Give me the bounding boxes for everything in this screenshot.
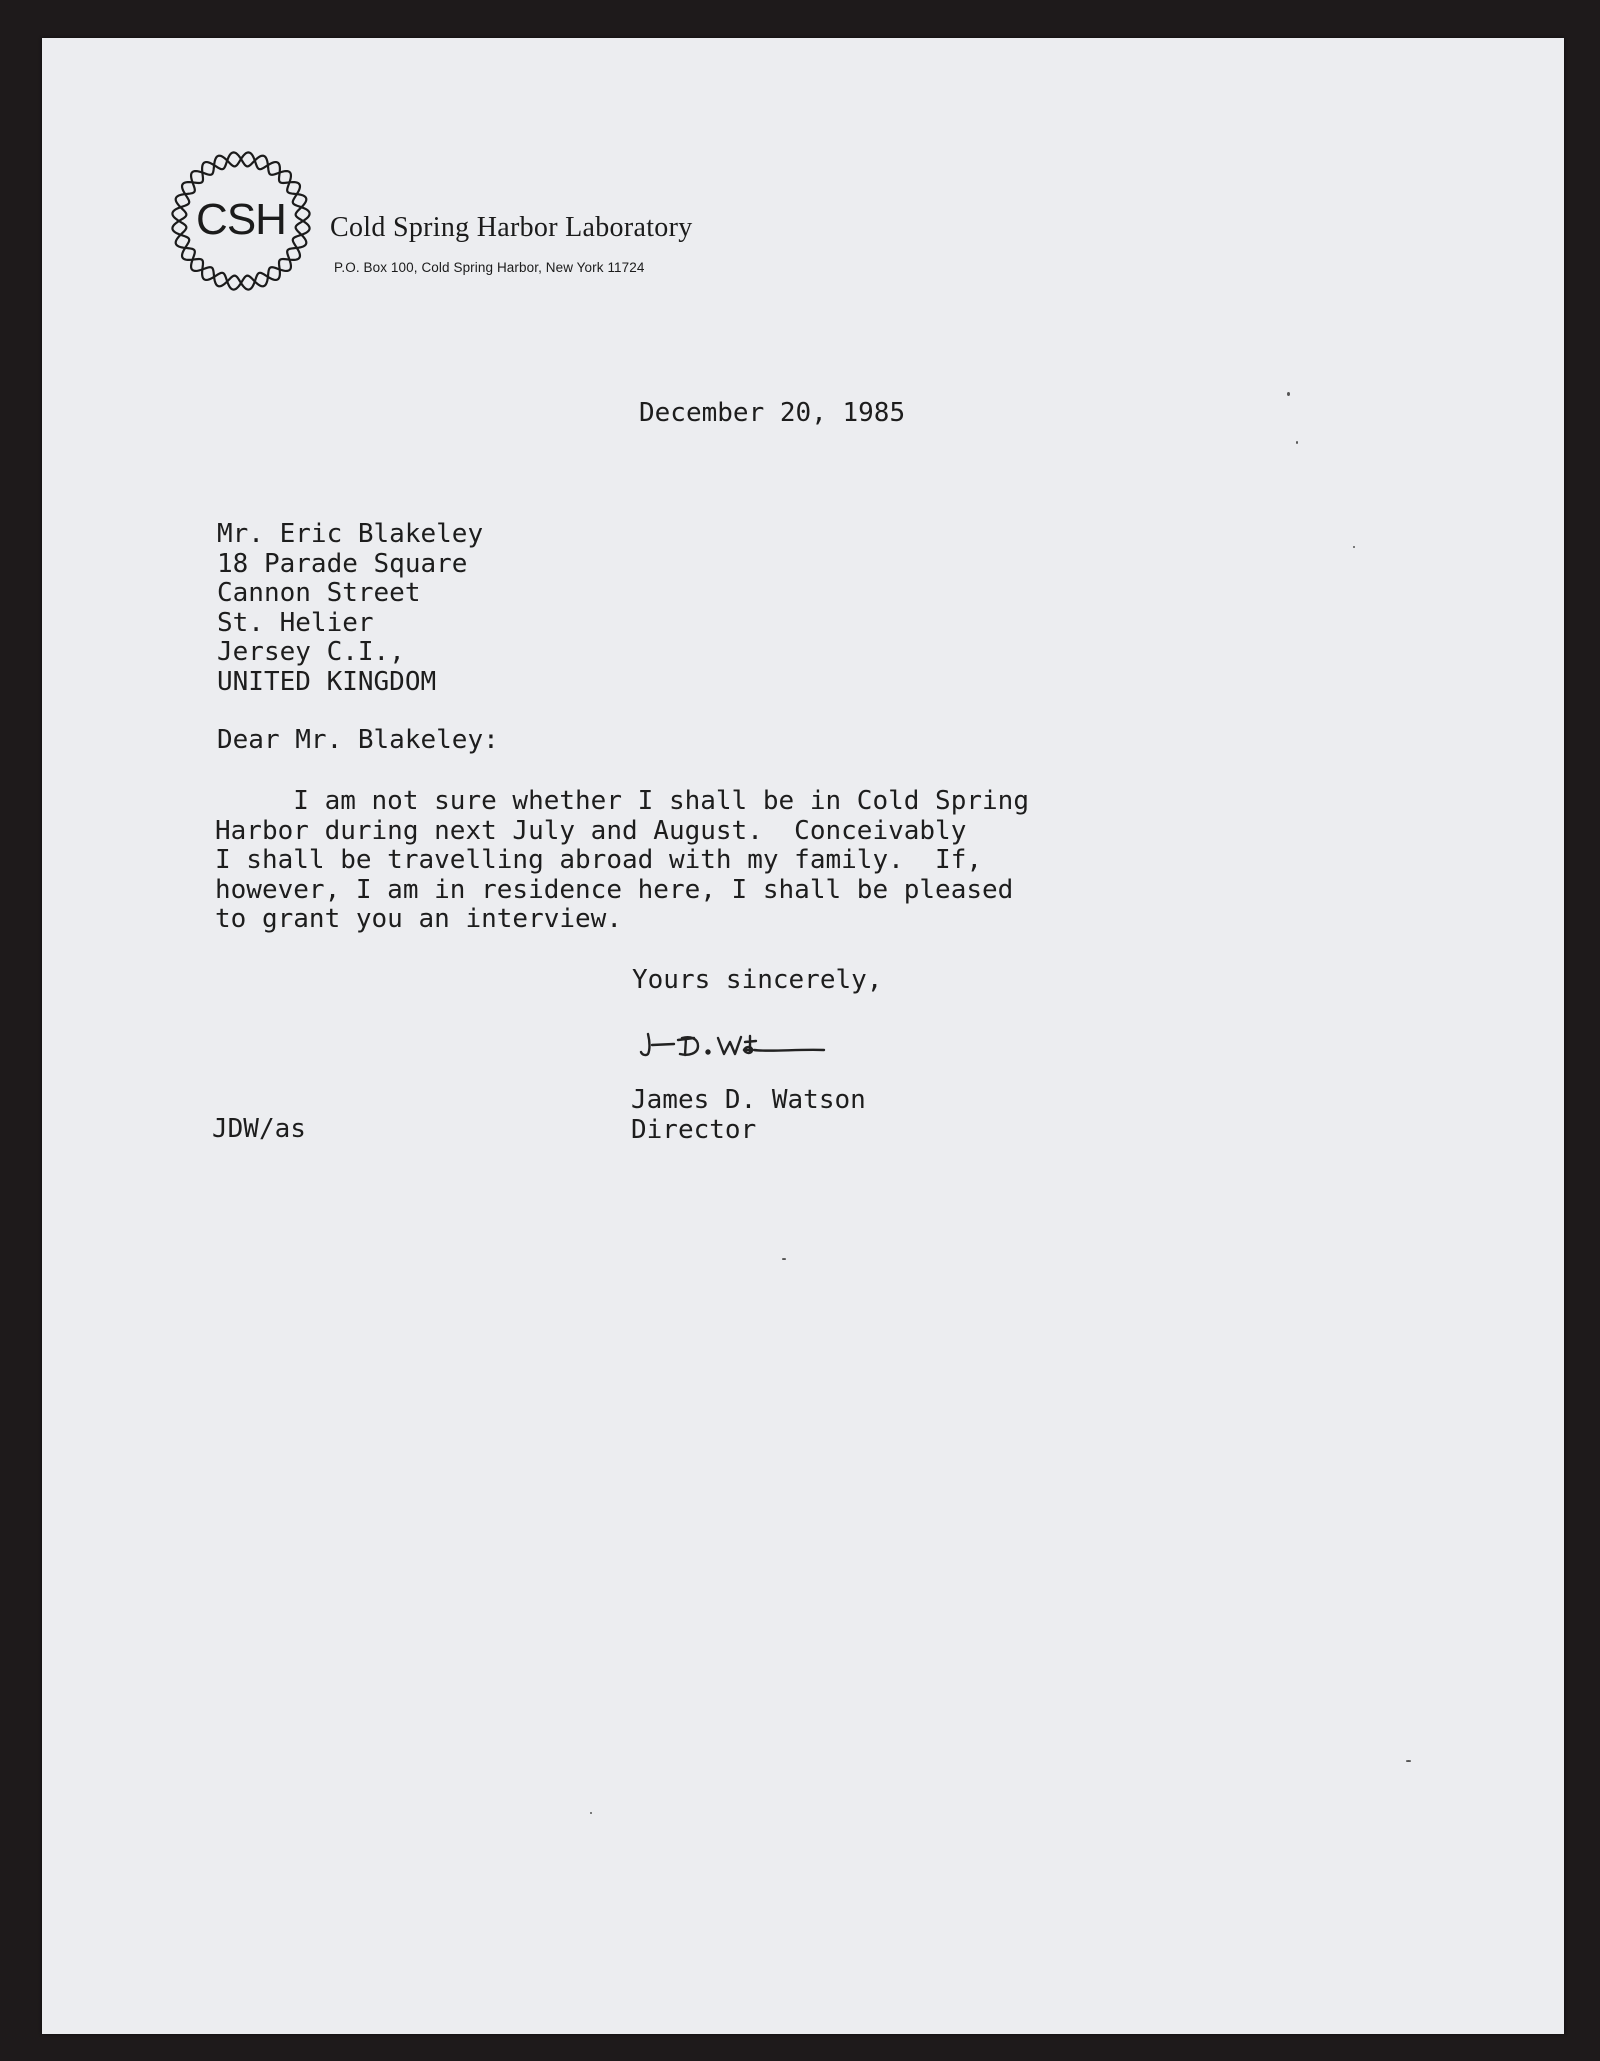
logo-monogram: CSH	[196, 195, 286, 244]
typist-initials: JDW/as	[212, 1114, 306, 1144]
paper-speck	[590, 1812, 592, 1814]
paper-speck	[782, 1258, 786, 1260]
letter-body	[215, 787, 1029, 935]
recipient-line: 18 Parade Square	[217, 548, 468, 579]
organization-name: Cold Spring Harbor Laboratory	[330, 212, 693, 243]
csh-logo	[166, 146, 316, 296]
organization-address: P.O. Box 100, Cold Spring Harbor, New York 11724	[334, 260, 645, 275]
paper-speck	[1296, 441, 1298, 444]
recipient-line: Cannon Street	[217, 578, 421, 608]
recipient-line: Mr. Eric Blakeley	[217, 519, 484, 549]
body-line: I am not sure whether I shall be in Cold Spring	[215, 786, 1029, 816]
body-line: I shall be travelling abroad with my family. If,	[215, 845, 983, 875]
signer-title: Director	[631, 1114, 757, 1145]
closing: Yours sincerely,	[632, 965, 883, 995]
body-line: however, I am in residence here, I shall be pleased	[215, 874, 1014, 905]
recipient-line: Jersey C.I.,	[217, 637, 405, 667]
paper-speck	[1353, 546, 1355, 548]
signer-block	[631, 1086, 866, 1145]
recipient-line: St. Helier	[217, 607, 374, 638]
handwritten-signature	[638, 1028, 828, 1064]
salutation: Dear Mr. Blakeley:	[217, 725, 499, 755]
recipient-address	[217, 520, 483, 697]
paper-speck	[1287, 392, 1290, 396]
paper-speck	[1406, 1760, 1411, 1762]
signer-name: James D. Watson	[631, 1085, 866, 1115]
recipient-line: UNITED KINGDOM	[217, 666, 437, 697]
letter-date: December 20, 1985	[639, 398, 906, 428]
body-line: to grant you an interview.	[215, 904, 622, 934]
letter-page	[42, 38, 1564, 2034]
body-line: Harbor during next July and August. Conceivably	[215, 815, 967, 846]
